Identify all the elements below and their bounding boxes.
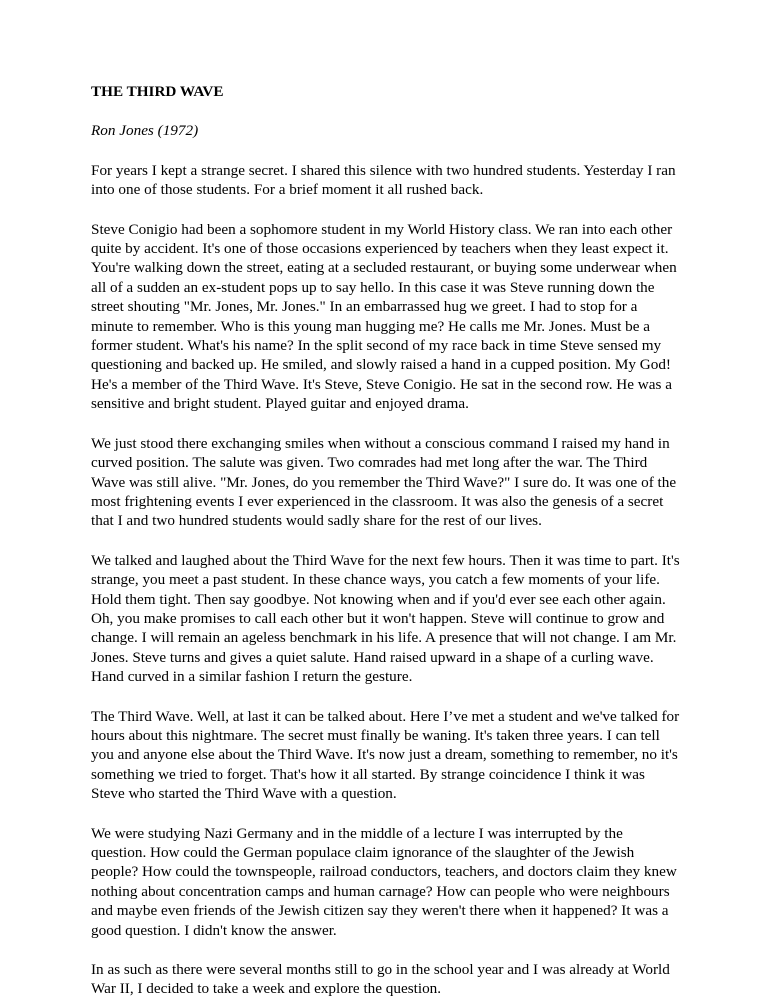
paragraph-6: We were studying Nazi Germany and in the middle of a lecture I was interrupted by the question. How could the German populace claim ignorance of the slaughter of the Jewish people? How could the townspeople, railroad conductors, teachers, and doctors claim they knew nothing about concentration camps and human carnage? How can people who were neighbours and maybe even friends of the Jewish citizen say they weren't there when it happened? It was a good question. I didn't know the answer. — [91, 824, 677, 939]
paragraph-1: For years I kept a strange secret. I shared this silence with two hundred students. Yesterday I ran into one of those students. For a brief moment it all rushed back. — [91, 161, 676, 199]
paragraph-5: The Third Wave. Well, at last it can be talked about. Here I’ve met a student and we've talked for hours about this nightmare. The secret must finally be waning. It's taken three years. I can tell you and anyone else about the Third Wave. It's now just a dream, something to remember, no it's something we tried to forget. That's how it all started. By strange coincidence I think it was Steve who started the Third Wave with a question. — [91, 707, 680, 803]
paragraph-2: Steve Conigio had been a sophomore student in my World History class. We ran into each other quite by accident. It's one of those occasions experienced by teachers when they least expect it. You're walking down the street, eating at a secluded restaurant, or buying some underwear when all of a sudden an ex-student pops up to say hello. In this case it was Steve running down the street shouting "Mr. Jones, Mr. Jones." In an embarrassed hug we greet. I had to stop for a minute to remember. Who is this young man hugging me? He calls me Mr. Jones. Must be a former student. What's his name? In the split second of my race back in time Steve sensed my questioning and backed up. He smiled, and slowly raised a hand in a cupped position. My God! He's a member of the Third Wave. It's Steve, Steve Conigio. He sat in the second row. He was a sensitive and bright student. Played guitar and enjoyed drama. — [91, 220, 677, 413]
document-author: Ron Jones (1972) — [91, 122, 199, 140]
paragraph-4: We talked and laughed about the Third Wave for the next few hours. Then it was time to part. It's strange, you meet a past student. In these chance ways, you catch a few moments of your life. Hold them tight. Then say goodbye. Not knowing when and if you'd ever see each other again. Oh, you make promises to call each other but it won't happen. Steve will continue to grow and change. I will remain an ageless benchmark in his life. A presence that will not change. I am Mr. Jones. Steve turns and gives a quiet salute. Hand raised upward in a shape of a curling wave. Hand curved in a similar fashion I return the gesture. — [91, 551, 680, 686]
paragraph-3: We just stood there exchanging smiles when without a conscious command I raised my hand in curved position. The salute was given. Two comrades had met long after the war. The Third Wave was still alive. "Mr. Jones, do you remember the Third Wave?" I sure do. It was one of the most frightening events I ever experienced in the classroom. It was also the genesis of a secret that I and two hundred students would sadly share for the rest of our lives. — [91, 434, 677, 530]
document-title: THE THIRD WAVE — [91, 83, 224, 100]
paragraph-7: In as such as there were several months still to go in the school year and I was already at World War II, I decided to take a week and explore the question. — [91, 961, 670, 998]
